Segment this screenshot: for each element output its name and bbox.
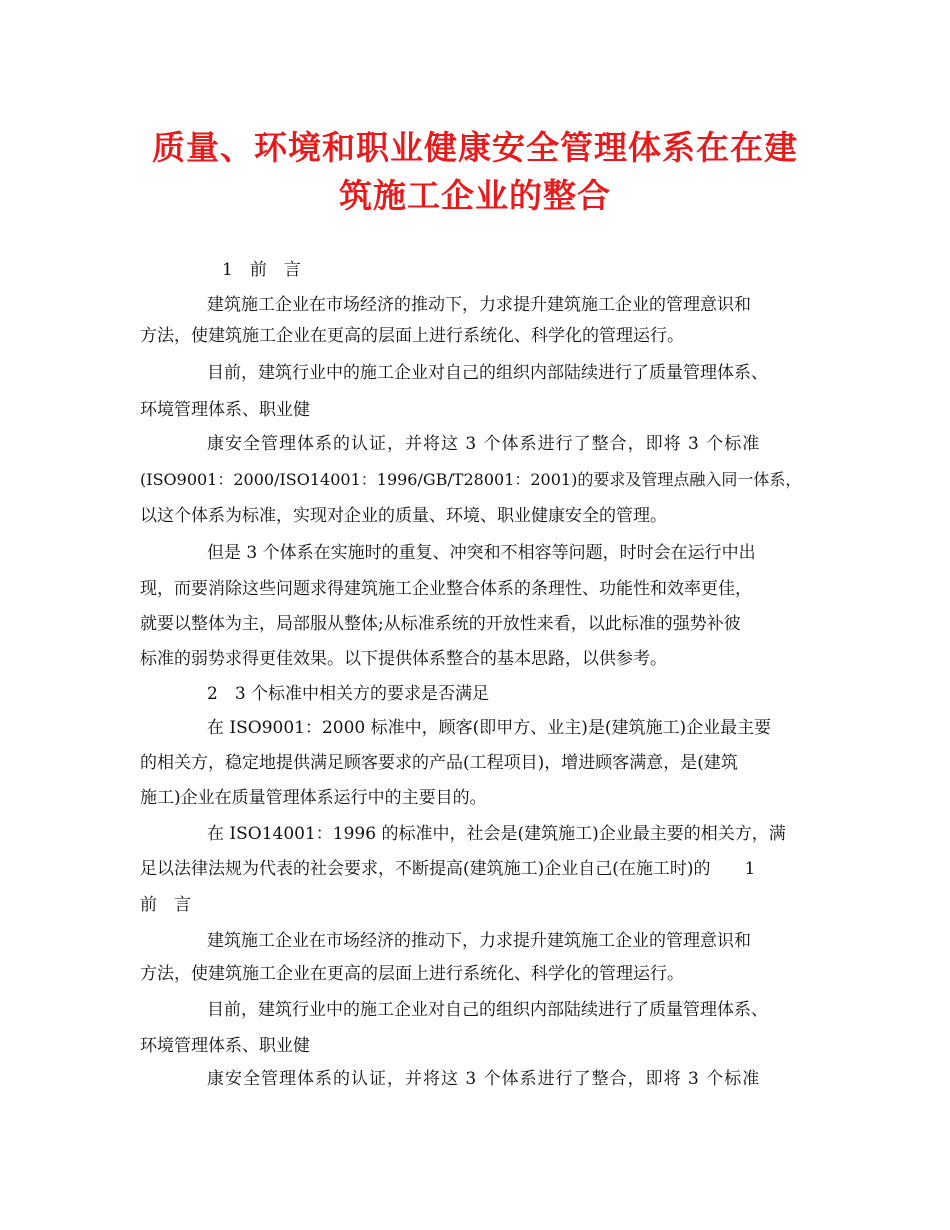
paragraph-line: 施工)企业在质量管理体系运行中的主要目的。 [140,788,487,808]
paragraph-line: 标准的弱势求得更佳效果。以下提供体系整合的基本思路，以供参考。 [140,649,667,669]
paragraph-line: 目前，建筑行业中的施工企业对自己的组织内部陆续进行了质量管理体系、 [207,363,768,383]
paragraph-line: 以这个体系为标准，实现对企业的质量、环境、职业健康安全的管理。 [140,506,667,526]
paragraph-line: 的相关方，稳定地提供满足顾客要求的产品(工程项目)，增进顾客满意，是(建筑 [140,753,738,773]
paragraph-line: (ISO9001：2000/ISO14001：1996/GB/T28001：2001)的要求及管理点融入同一体系， [140,470,802,489]
paragraph-line: 建筑施工企业在市场经济的推动下，力求提升建筑施工企业的管理意识和 [207,931,751,951]
paragraph-line: 康安全管理体系的认证，并将这 3 个体系进行了整合，即将 3 个标准 [207,434,761,454]
paragraph-line: 康安全管理体系的认证，并将这 3 个体系进行了整合，即将 3 个标准 [207,1069,761,1089]
paragraph-line: 在 ISO14001：1996 的标准中，社会是(建筑施工)企业最主要的相关方，满 [207,824,786,844]
paragraph-line: 在 ISO9001：2000 标准中，顾客(即甲方、业主)是(建筑施工)企业最主要 [207,718,772,738]
paragraph-line: 建筑施工企业在市场经济的推动下，力求提升建筑施工企业的管理意识和 [207,295,751,315]
section-heading-1-repeat: 前 言 [140,895,191,915]
paragraph-line: 环境管理体系、职业健 [140,1036,310,1056]
paragraph-line: 足以法律法规为代表的社会要求，不断提高(建筑施工)企业自己(在施工时)的 1 [140,859,756,879]
paragraph-line: 现，而要消除这些问题求得建筑施工企业整合体系的条理性、功能性和效率更佳， [140,579,752,599]
paragraph-line: 方法，使建筑施工企业在更高的层面上进行系统化、科学化的管理运行。 [140,964,684,984]
paragraph-line: 环境管理体系、职业健 [140,400,310,420]
paragraph-line: 就要以整体为主，局部服从整体;从标准系统的开放性来看，以此标准的强势补彼 [140,614,741,634]
document-title-line-1: 质量、环境和职业健康安全管理体系在在建 [152,128,798,167]
paragraph-line: 目前，建筑行业中的施工企业对自己的组织内部陆续进行了质量管理体系、 [207,1000,768,1020]
section-heading-1: 1 前 言 [222,260,301,280]
document-title-line-2: 筑施工企业的整合 [339,176,611,215]
paragraph-line: 但是 3 个体系在实施时的重复、冲突和不相容等问题，时时会在运行中出 [207,543,756,563]
section-heading-2: 2 3 个标准中相关方的要求是否满足 [207,684,490,704]
paragraph-line: 方法，使建筑施工企业在更高的层面上进行系统化、科学化的管理运行。 [140,326,684,346]
